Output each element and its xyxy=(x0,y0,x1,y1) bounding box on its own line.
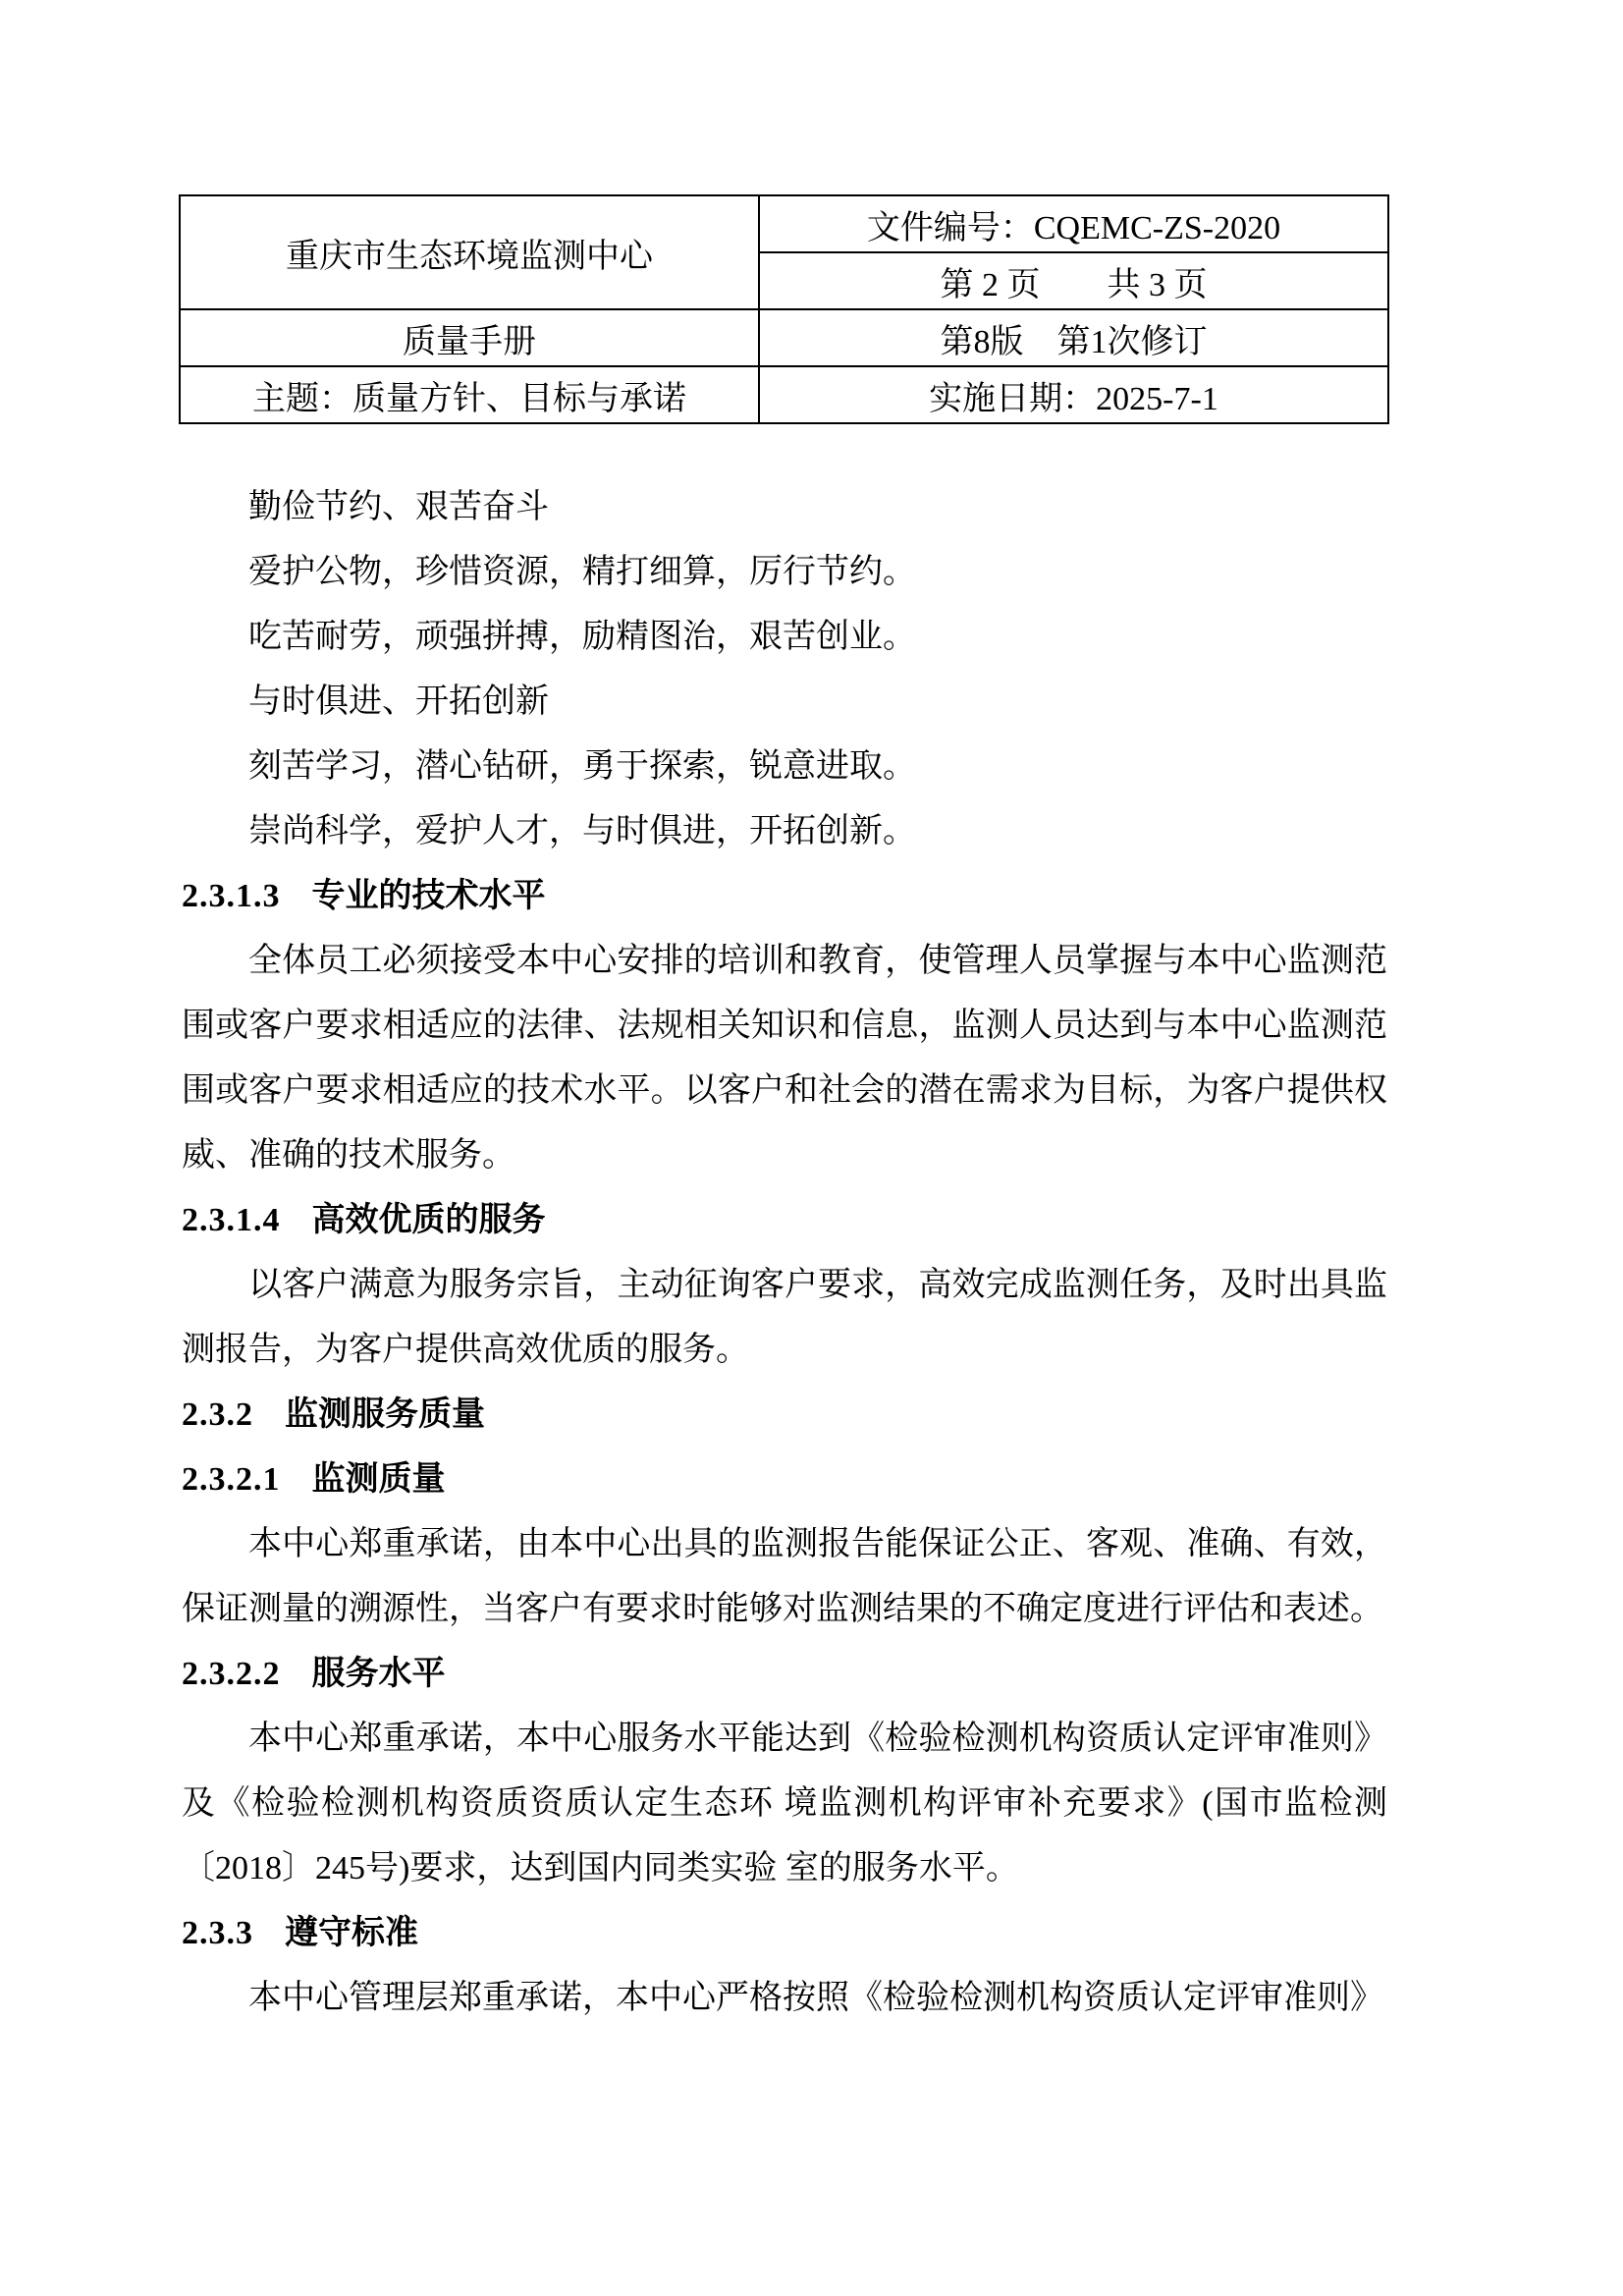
page-info-cell: 第 2 页 共 3 页 xyxy=(759,252,1388,309)
document-body xyxy=(182,475,1387,2031)
org-name-cell: 重庆市生态环境监测中心 xyxy=(180,195,759,309)
section-heading-2-3-2-1 xyxy=(182,1448,1387,1512)
motto-line-6: 崇尚科学，爱护人才，与时俱进，开拓创新。 xyxy=(248,813,916,849)
section-number: 2.3.1.3 xyxy=(182,878,281,914)
paragraph-monitoring-quality: 本中心郑重承诺，由本中心出具的监测报告能保证公正、客观、准确、有效，保证测量的溯源性，当客户有要求时能够对监测结果的不确定度进行评估和表述。 xyxy=(182,1526,1387,1627)
doc-number-cell: 文件编号：CQEMC-ZS-2020 xyxy=(759,195,1388,252)
section-heading-2-3-2-2 xyxy=(182,1642,1387,1707)
motto-line-1: 勤俭节约、艰苦奋斗 xyxy=(248,489,549,525)
section-title: 服务水平 xyxy=(311,1656,446,1692)
document-header-table xyxy=(179,194,1389,424)
implementation-date-cell: 实施日期：2025-7-1 xyxy=(759,366,1388,423)
section-number: 2.3.3 xyxy=(182,1915,253,1951)
section-title: 监测服务质量 xyxy=(285,1396,485,1433)
section-title: 专业的技术水平 xyxy=(311,878,546,914)
version-cell: 第8版 第1次修订 xyxy=(759,309,1388,366)
section-title: 遵守标准 xyxy=(285,1915,418,1951)
section-heading-2-3-3 xyxy=(182,1901,1387,1966)
section-number: 2.3.2.1 xyxy=(182,1461,281,1498)
motto-line-5: 刻苦学习，潜心钻研，勇于探索，锐意进取。 xyxy=(248,748,916,785)
motto-line-2: 爱护公物，珍惜资源，精打细算，厉行节约。 xyxy=(248,554,916,590)
header-row-4 xyxy=(180,366,1388,423)
section-number: 2.3.2.2 xyxy=(182,1656,281,1692)
header-row-1 xyxy=(180,195,1388,252)
section-heading-2-3-1-3 xyxy=(182,864,1387,929)
paragraph-technical-level: 全体员工必须接受本中心安排的培训和教育，使管理人员掌握与本中心监测范围或客户要求相适应的法律、法规相关知识和信息，监测人员达到与本中心监测范围或客户要求相适应的技术水平。以客户和社会的潜在需求为目标，为客户提供权威、准确的技术服务。 xyxy=(182,943,1387,1174)
section-heading-2-3-1-4 xyxy=(182,1188,1387,1253)
paragraph-service-level: 本中心郑重承诺，本中心服务水平能达到《检验检测机构资质认定评审准则》及《检验检测机构资质资质认定生态环 境监测机构评审补充要求》(国市监检测〔2018〕245号)要求，达到国内同类实验 室的服务水平。 xyxy=(182,1721,1387,1886)
section-heading-2-3-2 xyxy=(182,1383,1387,1448)
header-row-3 xyxy=(180,309,1388,366)
paragraph-comply-standards: 本中心管理层郑重承诺，本中心严格按照《检验检测机构资质认定评审准则》 xyxy=(248,1980,1383,2016)
motto-line-3: 吃苦耐劳，顽强拼搏，励精图治，艰苦创业。 xyxy=(248,619,916,655)
motto-line-4: 与时俱进、开拓创新 xyxy=(248,683,549,720)
section-title: 高效优质的服务 xyxy=(311,1202,546,1238)
subject-cell: 主题：质量方针、目标与承诺 xyxy=(180,366,759,423)
section-number: 2.3.1.4 xyxy=(182,1202,281,1238)
paragraph-efficient-service: 以客户满意为服务宗旨，主动征询客户要求，高效完成监测任务，及时出具监测报告，为客户提供高效优质的服务。 xyxy=(182,1267,1387,1368)
manual-title-cell: 质量手册 xyxy=(180,309,759,366)
section-number: 2.3.2 xyxy=(182,1396,253,1433)
section-title: 监测质量 xyxy=(311,1461,446,1498)
